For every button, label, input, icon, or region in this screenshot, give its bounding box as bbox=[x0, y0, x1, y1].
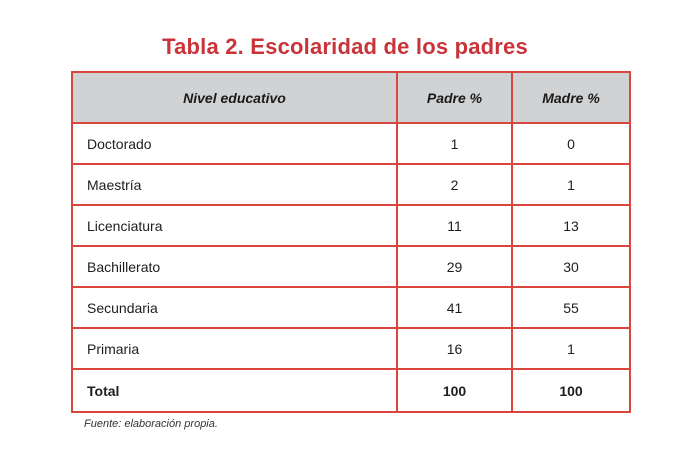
row-level: Bachillerato bbox=[72, 246, 397, 287]
row-level: Primaria bbox=[72, 328, 397, 369]
row-madre-value: 13 bbox=[512, 205, 630, 246]
row-madre-value: 30 bbox=[512, 246, 630, 287]
table-row bbox=[72, 287, 630, 328]
row-level: Secundaria bbox=[72, 287, 397, 328]
row-madre-value: 1 bbox=[512, 328, 630, 369]
row-level: Licenciatura bbox=[72, 205, 397, 246]
header-madre: Madre % bbox=[512, 72, 630, 123]
schooling-table bbox=[71, 71, 631, 413]
row-madre-value: 0 bbox=[512, 123, 630, 164]
row-padre-value: 2 bbox=[397, 164, 512, 205]
table-total-row bbox=[72, 369, 630, 412]
total-label: Total bbox=[72, 369, 397, 412]
row-level: Doctorado bbox=[72, 123, 397, 164]
header-nivel-educativo: Nivel educativo bbox=[72, 72, 397, 123]
table-title: Tabla 2. Escolaridad de los padres bbox=[162, 34, 528, 59]
row-padre-value: 41 bbox=[397, 287, 512, 328]
table-header-row bbox=[72, 72, 630, 123]
table-row bbox=[72, 328, 630, 369]
row-madre-value: 55 bbox=[512, 287, 630, 328]
source-note: Fuente: elaboración propia. bbox=[84, 418, 218, 430]
row-padre-value: 1 bbox=[397, 123, 512, 164]
row-padre-value: 16 bbox=[397, 328, 512, 369]
row-madre-value: 1 bbox=[512, 164, 630, 205]
row-level: Maestría bbox=[72, 164, 397, 205]
table-row bbox=[72, 164, 630, 205]
total-madre-value: 100 bbox=[512, 369, 630, 412]
total-padre-value: 100 bbox=[397, 369, 512, 412]
table-row bbox=[72, 123, 630, 164]
row-padre-value: 29 bbox=[397, 246, 512, 287]
row-padre-value: 11 bbox=[397, 205, 512, 246]
table-row bbox=[72, 246, 630, 287]
header-padre: Padre % bbox=[397, 72, 512, 123]
table-row bbox=[72, 205, 630, 246]
